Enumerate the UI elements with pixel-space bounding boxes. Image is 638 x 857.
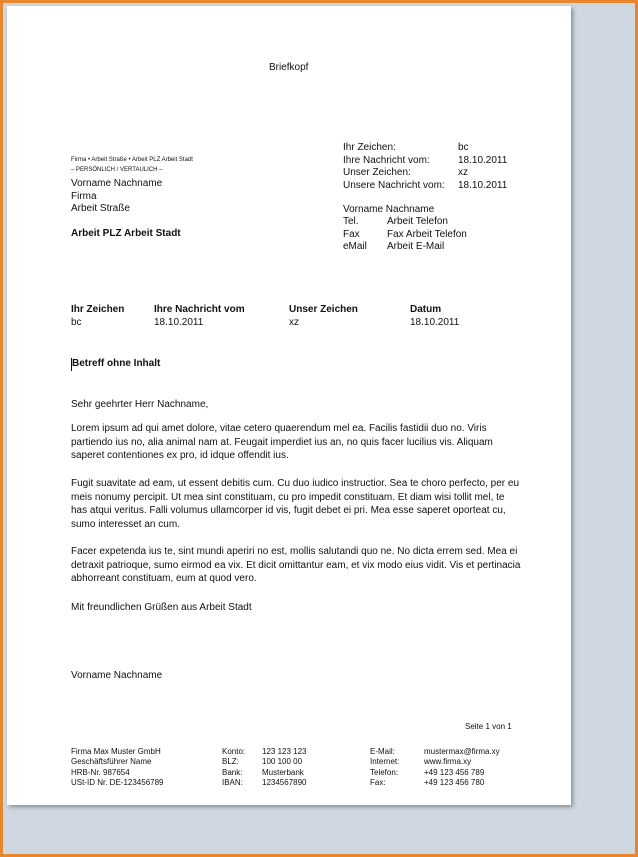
footer-company-line: Firma Max Muster GmbH (71, 747, 161, 756)
footer-bank-label: IBAN: (222, 777, 243, 787)
ref-value-ihre-nachricht: 18.10.2011 (154, 317, 204, 328)
ref-header-unser-zeichen: Unser Zeichen (289, 304, 358, 315)
contact-values (387, 216, 467, 254)
info-label: Unsere Nachricht vom: (343, 179, 445, 191)
ref-header-ihre-nachricht: Ihre Nachricht vom (154, 304, 245, 315)
footer-contact-value: +49 123 456 780 (424, 777, 485, 787)
footer-contact-label: Internet: (370, 757, 400, 767)
subject-line: Betreff ohne Inhalt (72, 358, 161, 369)
info-values (458, 142, 507, 192)
info-value: xz (458, 167, 468, 178)
footer-contact-label: Telefon: (370, 767, 399, 777)
contact-value: Fax Arbeit Telefon (387, 228, 467, 240)
footer-contact-labels (370, 747, 399, 788)
ref-value-datum: 18.10.2011 (410, 317, 460, 328)
footer-bank-label: Konto: (222, 747, 246, 756)
info-value: 18.10.2011 (458, 179, 508, 191)
contact-value: Arbeit E-Mail (387, 241, 445, 252)
footer-bank-value: 100 100 00 (262, 757, 303, 767)
page-number: Seite 1 von 1 (465, 722, 512, 731)
contact-label: Tel. (343, 216, 359, 227)
ref-header-ihr-zeichen: Ihr Zeichen (71, 304, 125, 315)
ref-value-ihr-zeichen: bc (71, 317, 82, 328)
contact-value: Arbeit Telefon (387, 216, 448, 227)
footer-company-line: USt-ID Nr. DE-123456789 (71, 777, 164, 787)
ref-header-datum: Datum (410, 304, 442, 315)
recipient-street: Arbeit Straße (71, 203, 130, 214)
confidential-note: – PERSÖNLICH / VERTAULICH – (71, 167, 163, 173)
info-label: Unser Zeichen: (343, 167, 411, 178)
salutation: Sehr geehrter Herr Nachname, (71, 399, 209, 410)
ref-value-unser-zeichen: xz (289, 317, 299, 328)
body-paragraph: Fugit suavitate ad eam, ut essent debitis cum. Cu duo iudico instructior. Sea te choro perfecto, per eu meis nonumy percipit. Ut mea sint constituam, cu pro impedit constituam. Et diam wisi tollit mel, te has atqui veritus. Falli volumus ullamcorper id vis, fugit debet ei pri. Mea esse saperet oporteat cu, sumo interesset an cum. (71, 478, 520, 530)
info-label: Ihre Nachricht vom: (343, 154, 430, 166)
info-value: 18.10.2011 (458, 154, 508, 166)
footer-contact-value: +49 123 456 789 (424, 767, 485, 777)
footer-company (71, 747, 164, 788)
letter-page (7, 6, 571, 805)
contact-labels (343, 216, 367, 254)
info-label: Ihr Zeichen: (343, 142, 396, 153)
footer-bank-labels (222, 747, 245, 788)
body-paragraph: Lorem ipsum ad qui amet dolore, vitae cetero quaerendum mel ea. Facilis fastidii duo no. Viris partiendo ius no, alia animal nam at. Feugait imperdiet ius an, no quis facer lucilius vis. Aliquam saperet contentiones ex pro, id idque offendit ius. (71, 423, 493, 462)
sender-line: Firma • Arbeit Straße • Arbeit PLZ Arbeit Stadt (71, 157, 193, 163)
footer-company-line: HRB-Nr. 987654 (71, 767, 130, 777)
footer-bank-label: BLZ: (222, 757, 239, 767)
recipient-company: Firma (71, 191, 97, 202)
body-paragraph: Facer expetenda ius te, sint mundi aperiri no est, mollis salutandi quo ne. No dicta errem sed. Mea ei detraxit patrioque, sumo eirmod ea vix. Et dicit omittantur eam, et vix modo eius vidit. Vis et pertinacia abhorreant constituam, eum at quod vero. (71, 546, 521, 585)
footer-bank-values (262, 747, 307, 788)
info-labels (343, 142, 445, 192)
footer-contact-label: Fax: (370, 777, 386, 787)
footer-contact-value: mustermax@firma.xy (424, 747, 500, 756)
contact-label: Fax (343, 228, 360, 240)
closing-line: Mit freundlichen Grüßen aus Arbeit Stadt (71, 602, 252, 613)
contact-name: Vorname Nachname (343, 204, 435, 215)
signature-name: Vorname Nachname (71, 670, 163, 681)
letterhead-title: Briefkopf (269, 62, 309, 73)
footer-contact-label: E-Mail: (370, 747, 395, 756)
footer-company-line: Geschäftsführer Name (71, 757, 152, 767)
footer-contact-values (424, 747, 500, 788)
footer-bank-value: 123 123 123 (262, 747, 307, 756)
footer-contact-value: www.firma.xy (424, 757, 472, 767)
contact-label: eMail (343, 241, 367, 252)
footer-bank-value: Musterbank (262, 767, 304, 777)
footer-bank-label: Bank: (222, 767, 243, 777)
footer-bank-value: 1234567890 (262, 777, 307, 787)
info-value: bc (458, 142, 469, 153)
recipient-name: Vorname Nachname (71, 178, 163, 189)
recipient-city: Arbeit PLZ Arbeit Stadt (71, 228, 181, 239)
